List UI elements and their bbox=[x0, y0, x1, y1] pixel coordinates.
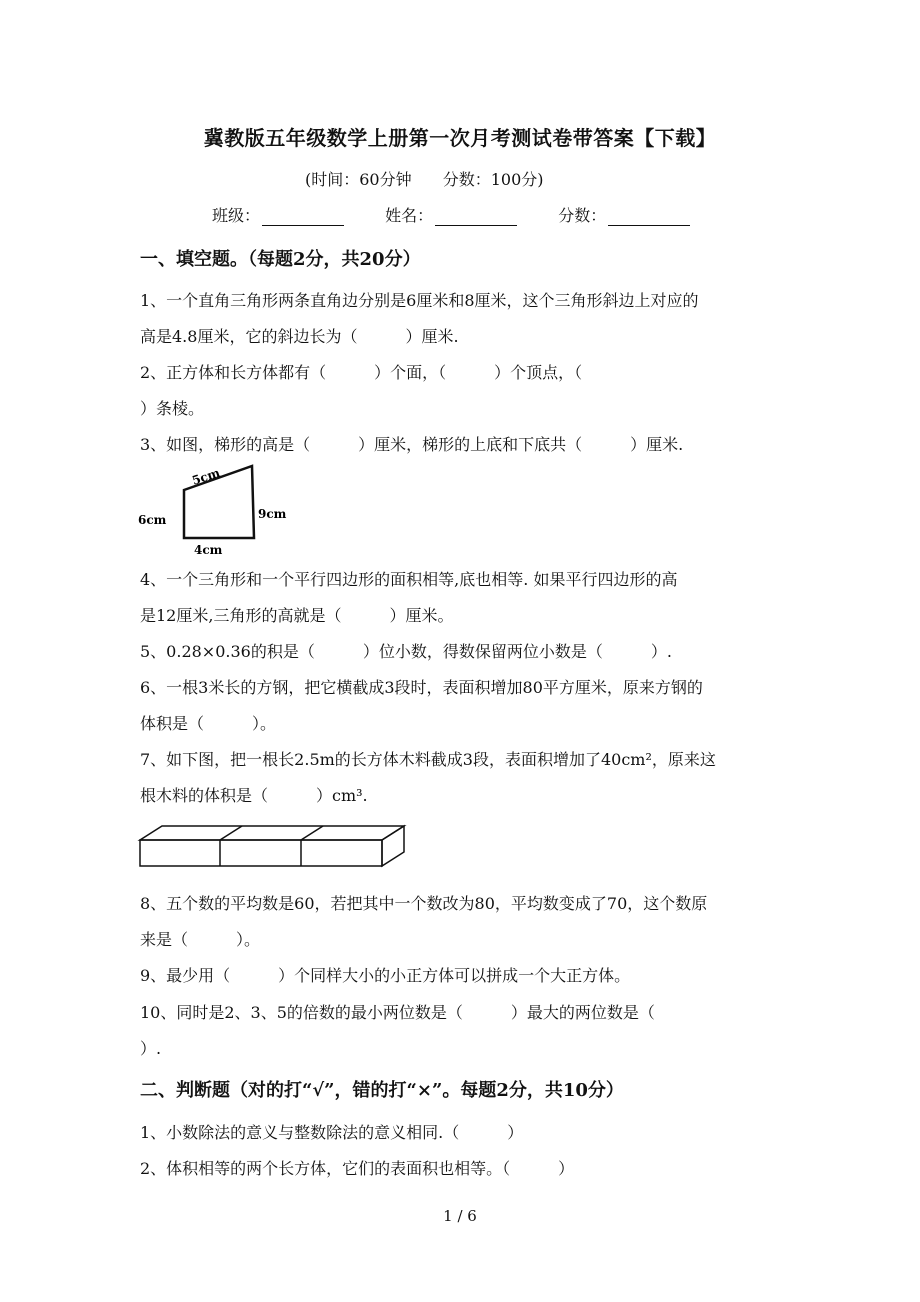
question-line: ）条棱。 bbox=[140, 399, 205, 418]
score-info: 分数：100分) bbox=[442, 170, 544, 189]
trapezoid-left-label: 6cm bbox=[138, 513, 167, 527]
question-line: 体积是（ ）。 bbox=[140, 714, 277, 733]
question-line: 高是4.8厘米，它的斜边长为（ ）厘米. bbox=[140, 327, 459, 346]
section2-heading: 二、判断题（对的打“√”，错的打“×”。每题2分，共10分） bbox=[140, 1080, 624, 1101]
wood-block-figure bbox=[136, 822, 411, 870]
class-label: 班级： bbox=[212, 206, 261, 225]
class-field bbox=[212, 203, 344, 226]
question-line: 5、0.28×0.36的积是（ ）位小数，得数保留两位小数是（ ）. bbox=[140, 642, 672, 661]
block-front-face bbox=[140, 840, 382, 866]
question-line: 6、一根3米长的方钢，把它横截成3段时，表面积增加80平方厘米，原来方钢的 bbox=[140, 678, 703, 697]
trapezoid-right-label: 9cm bbox=[258, 507, 287, 521]
question-line: 2、正方体和长方体都有（ ）个面，（ ）个顶点，（ bbox=[140, 363, 583, 382]
block-side-face bbox=[382, 826, 404, 866]
question-line: 来是（ ）。 bbox=[140, 930, 261, 949]
block-top-face bbox=[140, 826, 404, 840]
time-info: (时间：60分钟 bbox=[305, 170, 412, 189]
page-number: 1 / 6 bbox=[443, 1207, 477, 1225]
student-fields bbox=[212, 203, 726, 226]
question-line: ）. bbox=[140, 1039, 162, 1058]
question-line: 2、体积相等的两个长方体，它们的表面积也相等。（ ） bbox=[140, 1159, 575, 1178]
score-field bbox=[558, 203, 690, 226]
question-line: 4、一个三角形和一个平行四边形的面积相等,底也相等. 如果平行四边形的高 bbox=[140, 570, 678, 589]
name-field bbox=[385, 203, 517, 226]
cut-line bbox=[220, 826, 242, 840]
cut-line bbox=[301, 826, 323, 840]
score-blank[interactable] bbox=[608, 210, 690, 226]
trapezoid-bottom-label: 4cm bbox=[194, 543, 223, 557]
question-line: 是12厘米,三角形的高就是（ ）厘米。 bbox=[140, 606, 454, 625]
question-line: 7、如下图，把一根长2.5m的长方体木料截成3段，表面积增加了40cm²，原来这 bbox=[140, 750, 716, 769]
question-line: 根木料的体积是（ ）cm³. bbox=[140, 786, 368, 805]
trapezoid-figure bbox=[136, 462, 306, 558]
class-blank[interactable] bbox=[262, 210, 344, 226]
name-blank[interactable] bbox=[435, 210, 517, 226]
name-label: 姓名： bbox=[385, 206, 434, 225]
score-label: 分数： bbox=[558, 206, 607, 225]
question-line: 10、同时是2、3、5的倍数的最小两位数是（ ）最大的两位数是（ bbox=[140, 1003, 655, 1022]
question-line: 1、小数除法的意义与整数除法的意义相同.（ ） bbox=[140, 1123, 524, 1142]
exam-info bbox=[305, 167, 544, 190]
question-line: 1、一个直角三角形两条直角边分别是6厘米和8厘米，这个三角形斜边上对应的 bbox=[140, 291, 699, 310]
section1-heading: 一、填空题。（每题2分，共20分） bbox=[140, 249, 421, 270]
question-line: 3、如图，梯形的高是（ ）厘米，梯形的上底和下底共（ ）厘米. bbox=[140, 435, 684, 454]
question-line: 8、五个数的平均数是60，若把其中一个数改为80，平均数变成了70，这个数原 bbox=[140, 894, 708, 913]
page-title: 冀教版五年级数学上册第一次月考测试卷带答案【下载】 bbox=[203, 126, 717, 150]
question-line: 9、最少用（ ）个同样大小的小正方体可以拼成一个大正方体。 bbox=[140, 966, 631, 985]
trapezoid-top-label: 5cm bbox=[190, 465, 222, 488]
